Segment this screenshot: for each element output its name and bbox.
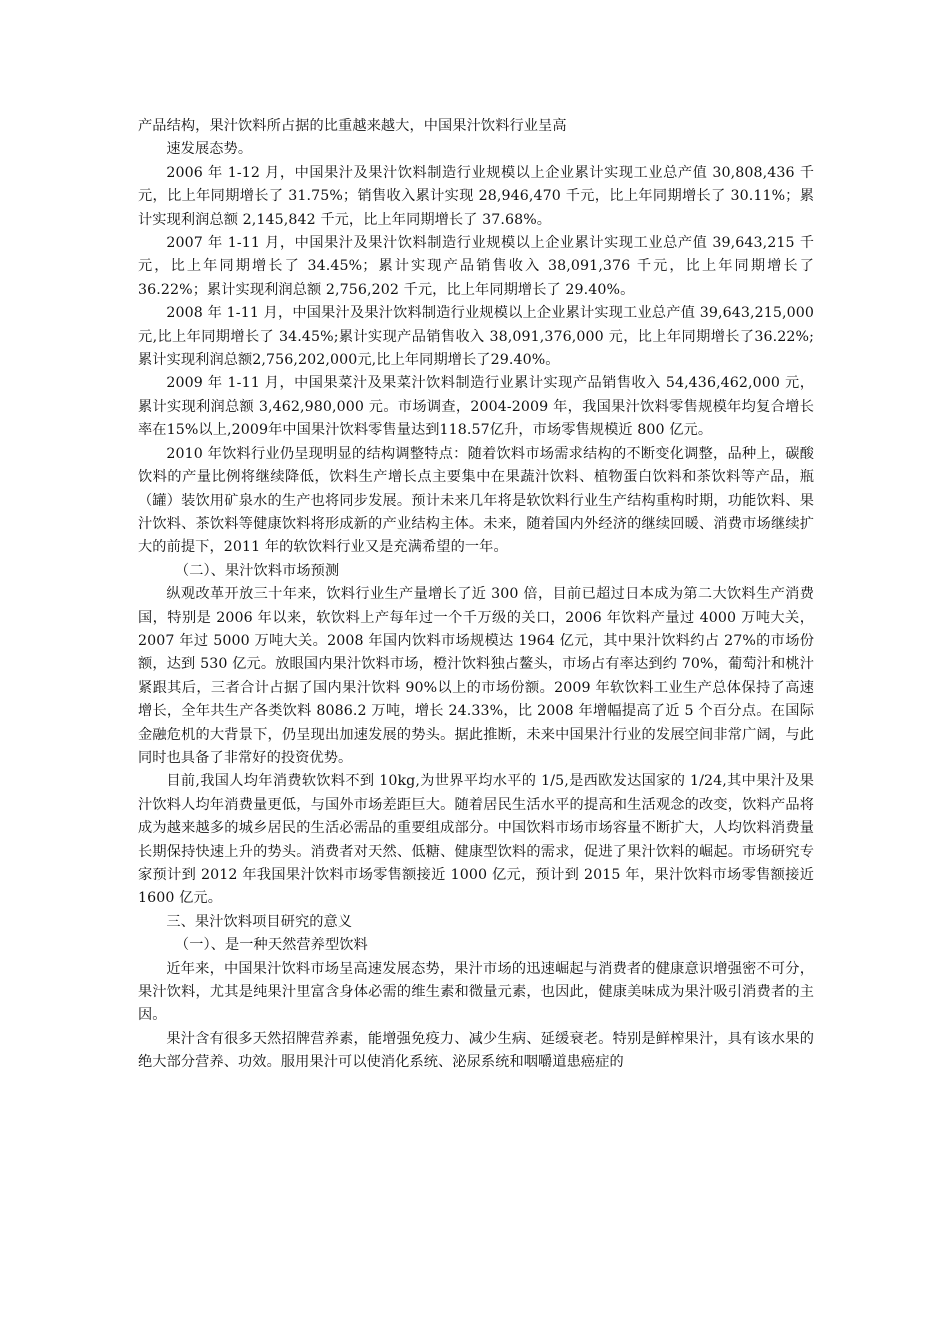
paragraph: 2008 年 1-11 月，中国果汁及果汁饮料制造行业规模以上企业累计实现工业总产值 39,643,215,000 元,比上年同期增长了 34.45%;累计实现产品销售收入 38,091,376,000 元，比上年同期增长了36.22%;累计实现利润总额2,756,202,000元,比上年同期增长了29.40%。 (138, 305, 814, 369)
paragraph: 2010 年饮料行业仍呈现明显的结构调整特点：随着饮料市场需求结构的不断变化调整，品种上，碳酸饮料的产量比例将继续降低，饮料生产增长点主要集中在果蔬汁饮料、植物蛋白饮料和茶饮料等产品，瓶（罐）装饮用矿泉水的生产也将同步发展。预计未来几年将是软饮料行业生产结构重构时期，功能饮料、果汁饮料、茶饮料等健康饮料将形成新的产业结构主体。未来，随着国内外经济的继续回暖、消费市场继续扩大的前提下，2011 年的软饮料行业又是充满希望的一年。 (138, 445, 814, 556)
paragraph: 纵观改革开放三十年来，饮料行业生产量增长了近 300 倍，目前已超过日本成为第二大饮料生产消费国，特别是 2006 年以来，软饮料上产每年过一个千万级的关口，2006 年饮料产量过 4000 万吨大关，2007 年过 5000 万吨大关。2008 年国内饮料市场规模达 1964 亿元，其中果汁饮料约占 27%的市场份额，达到 530 亿元。放眼国内果汁饮料市场，橙汁饮料独占鳌头，市场占有率达到约 70%，葡萄汁和桃汁紧跟其后，三者合计占据了国内果汁饮料 90%以上的市场份额。2009 年软饮料工业生产总体保持了高速增长，全年共生产各类饮料 8086.2 万吨，增长 24.33%，比 2008 年增幅提高了近 5 个百分点。在国际金融危机的大背景下，仍呈现出加速发展的势头。据此推断，未来中国果汁行业的发展空间非常广阔，与此同时也具备了非常好的投资优势。 (138, 586, 814, 766)
section-subheading: （一）、是一种天然营养型饮料 (174, 937, 368, 954)
paragraph: 近年来，中国果汁饮料市场呈高速发展态势，果汁市场的迅速崛起与消费者的健康意识增强密不可分，果汁饮料，尤其是纯果汁里富含身体必需的维生素和微量元素，也因此，健康美味成为果汁吸引消费者的主因。 (138, 960, 814, 1024)
paragraph: 2009 年 1-11 月，中国果菜汁及果菜汁饮料制造行业累计实现产品销售收入 54,436,462,000 元，累计实现利润总额 3,462,980,000 元。市场调查，2004-2009 年，我国果汁饮料零售规模年均复合增长率在15%以上,2009年中国果汁饮料零售量达到118.57亿升，市场零售规模近 800 亿元。 (138, 375, 814, 439)
paragraph: 2007 年 1-11 月，中国果汁及果汁饮料制造行业规模以上企业累计实现工业总产值 39,643,215 千元，比上年同期增长了 34.45%；累计实现产品销售收入 38,091,376 千元，比上年同期增长了 36.22%；累计实现利润总额 2,756,202 千元，比上年同期增长了 29.40%。 (138, 235, 814, 298)
section-subheading: （二）、果汁饮料市场预测 (174, 562, 340, 579)
paragraph: 2006 年 1-12 月，中国果汁及果汁饮料制造行业规模以上企业累计实现工业总产值 30,808,436 千元，比上年同期增长了 31.75%；销售收入累计实现 28,946,470 千元，比上年同期增长了 30.11%；累计实现利润总额 2,145,842 千元，比上年同期增长了 37.68%。 (138, 164, 814, 228)
section-heading: 三、果汁饮料项目研究的意义 (166, 913, 353, 930)
document-page (138, 115, 814, 1075)
paragraph: 速发展态势。 (166, 141, 253, 158)
paragraph: 果汁含有很多天然招牌营养素，能增强免疫力、减少生病、延缓衰老。特别是鲜榨果汁，具有该水果的绝大部分营养、功效。服用果汁可以使消化系统、泌尿系统和咽嚼道患癌症的 (138, 1030, 814, 1071)
paragraph: 目前,我国人均年消费软饮料不到 10kg,为世界平均水平的 1/5,是西欧发达国家的 1/24,其中果汁及果汁饮料人均年消费量更低，与国外市场差距巨大。随着居民生活水平的提高和生活观念的改变，饮料产品将成为越来越多的城乡居民的生活必需品的重要组成部分。中国饮料市场市场容量不断扩大，人均饮料消费量长期保持快速上升的势头。消费者对天然、低糖、健康型饮料的需求，促进了果汁饮料的崛起。市场研究专家预计到 2012 年我国果汁饮料市场零售额接近 1000 亿元，预计到 2015 年，果汁饮料市场零售额接近 1600 亿元。 (138, 773, 814, 907)
paragraph: 产品结构，果汁饮料所占据的比重越来越大，中国果汁饮料行业呈高 (138, 118, 567, 134)
